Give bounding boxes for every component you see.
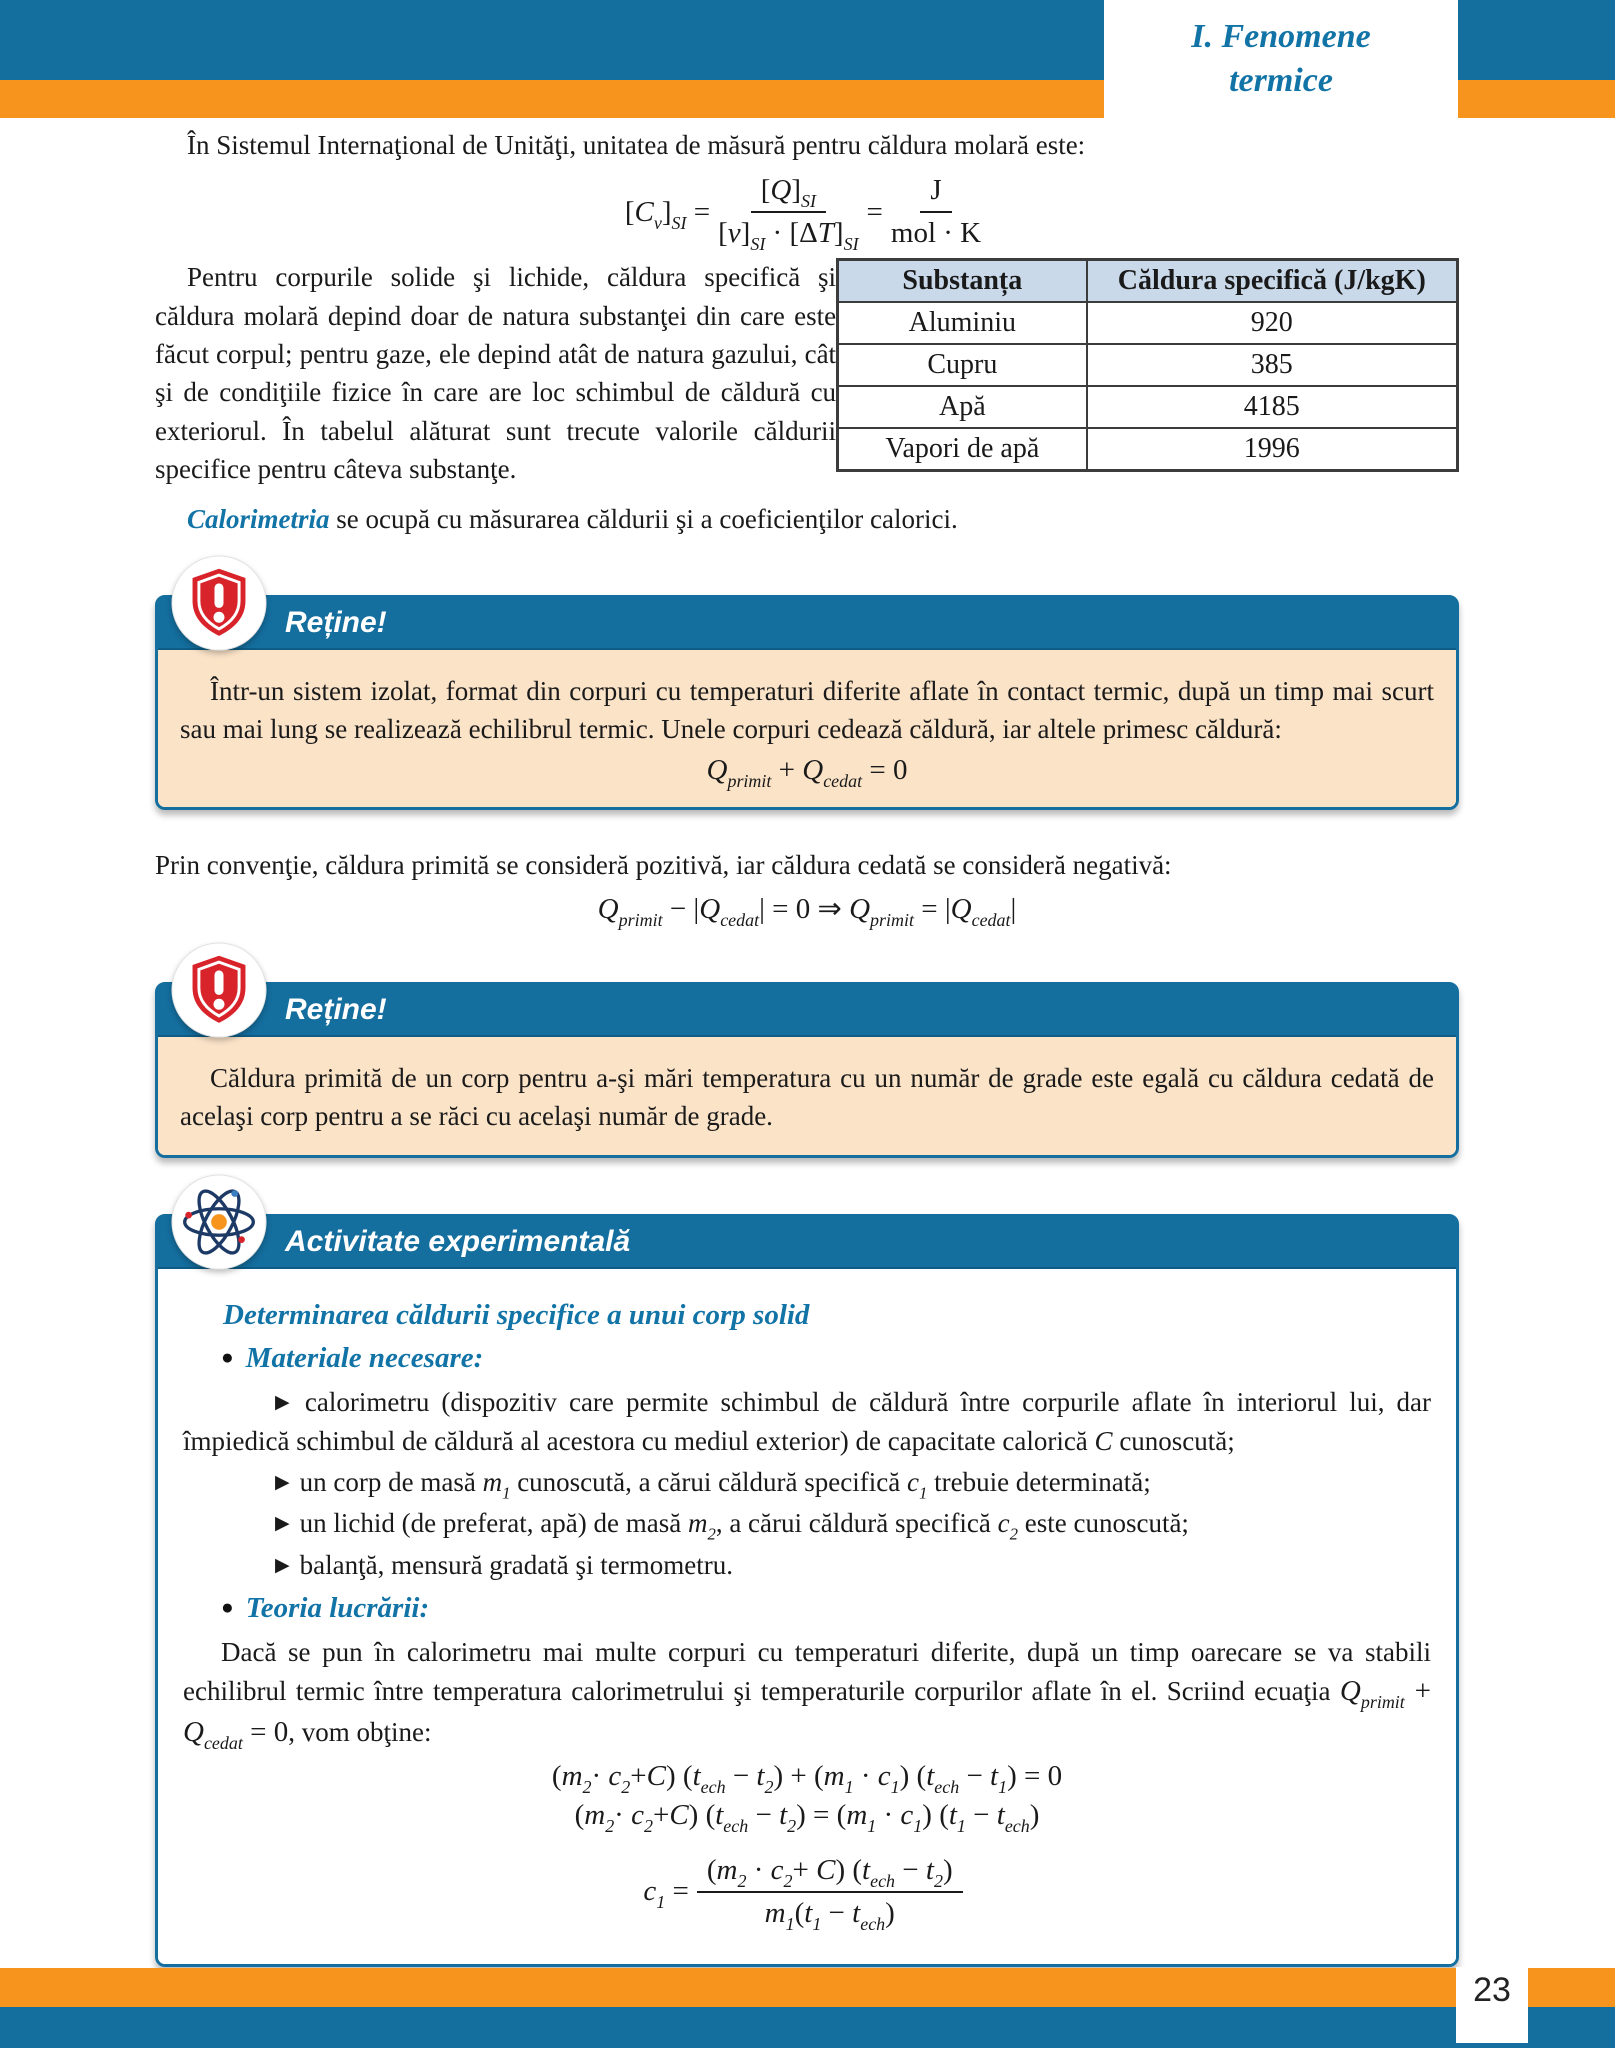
warning-shield-icon	[170, 554, 268, 652]
page-number: 23	[1473, 1971, 1511, 2009]
triangle-bullet-icon: ▶	[275, 1471, 290, 1493]
c1-lhs: $c_1$ =	[643, 1875, 689, 1913]
materials-label: Materiale necesare:	[245, 1342, 484, 1375]
theory-text-pre: Dacă se pun în calorimetru mai multe corpuri cu temperaturi diferite, după un timp oarecare se va stabili echilibrul termic între temperatura calorimetrului şi temperaturile corpurilor aflate în el. Scriind ecuaţia	[183, 1636, 1431, 1707]
unit-fraction	[891, 174, 981, 250]
c1-result-formula	[183, 1853, 1431, 1934]
retine2-text: Căldura primită de un corp pentru a-şi mări temperatura cu un număr de grade este egală cu căldura cedată de acelaşi corp pentru a se răci cu acelaşi număr de grade.	[180, 1062, 1434, 1131]
warning-shield-icon	[170, 941, 268, 1039]
footer-blue-band	[0, 2007, 1615, 2048]
activity-subtitle: Determinarea căldurii specifice a unui corp solid	[223, 1299, 810, 1332]
formula-lhs: $[C_v]_{SI}$ =	[624, 195, 711, 233]
material-item-text: calorimetru (dispozitiv care permite schimbul de căldură între corpurile aflate în interiorul lui, dar împiedică schimbul de căldură al acestora cu mediul exterior) de capacitate calorică C cunoscută;	[183, 1387, 1431, 1456]
theory-heading	[221, 1592, 1431, 1625]
table-cell-value: 920	[1087, 302, 1458, 344]
materials-heading	[221, 1342, 1431, 1375]
material-item-text: balanţă, mensură gradată şi termometru.	[299, 1549, 733, 1580]
bullet-icon: ●	[221, 1594, 234, 1619]
table-cell-substance: Aluminiu	[838, 302, 1087, 344]
equation-line-1: $(m_2\cdot c_2+C) (t_{ech} - t_2) + (m_1 \cdot c_1) (t_{ech} - t_1) = 0$	[551, 1759, 1063, 1797]
table-row	[838, 344, 1458, 386]
callout-body	[158, 1037, 1456, 1156]
page-number-box	[1456, 1967, 1528, 2043]
calorimetry-term: Calorimetria	[187, 504, 330, 535]
retine-callout-2	[155, 982, 1459, 1159]
callout-title: Reține!	[285, 992, 387, 1026]
c1-denominator: $m_1(t_1 - t_{ech})$	[764, 1896, 895, 1934]
c1-numerator: $(m_2 \cdot c_2+ C) (t_{ech} - t_2)$	[697, 1854, 963, 1893]
material-item	[183, 1383, 1431, 1460]
calorimetry-paragraph	[155, 500, 1459, 538]
activity-callout	[155, 1214, 1459, 1966]
triangle-bullet-icon: ▶	[275, 1554, 290, 1576]
triangle-bullet-icon: ▶	[275, 1392, 295, 1414]
table-cell-value: 1996	[1087, 428, 1458, 471]
calorimetry-rest: se ocupă cu măsurarea căldurii şi a coeficienţilor calorici.	[329, 504, 958, 535]
chapter-title-line1: I. Fenomene	[1191, 17, 1371, 55]
retine-callout-1	[155, 595, 1459, 811]
callout-header	[158, 598, 1456, 650]
material-item	[183, 1504, 1431, 1542]
material-item-text: un lichid (de preferat, apă) de masă $m_2$, a cărui căldură specifică $c_2$ este cunoscută;	[299, 1508, 1189, 1544]
q-convention-formula: $Q_{primit} - |Q_{cedat}| = 0$ ⇒ $Q_{primit} = |Q_{cedat}|$	[597, 892, 1017, 930]
footer-orange-band	[0, 1968, 1615, 2007]
specific-heat-table	[836, 258, 1459, 472]
triangle-bullet-icon: ▶	[275, 1513, 290, 1535]
table-cell-value: 4185	[1087, 386, 1458, 428]
callout-header	[158, 1217, 1456, 1269]
atom-icon	[170, 1173, 268, 1271]
table-header-row	[838, 260, 1458, 303]
theory-text-post: , vom obţine:	[288, 1717, 432, 1748]
formula-equals: =	[866, 195, 883, 228]
table-cell-substance: Cupru	[838, 344, 1087, 386]
table-header-value: Căldura specifică (J/kgK)	[1087, 260, 1458, 303]
callout-title: Activitate experimentală	[285, 1225, 631, 1259]
molar-heat-unit-formula	[155, 174, 1459, 255]
paragraph-and-table-block	[155, 258, 1459, 488]
table-header-substance: Substanța	[838, 260, 1087, 303]
intro-paragraph: În Sistemul Internaţional de Unităţi, unitatea de măsură pentru căldura molară este:	[187, 130, 1086, 160]
callout-header	[158, 985, 1456, 1037]
theory-paragraph	[183, 1633, 1431, 1754]
material-item-text: un corp de masă $m_1$ cunoscută, a cărui căldură specifică $c_1$ trebuie determinată;	[299, 1466, 1151, 1503]
activity-body	[158, 1269, 1456, 1963]
equation-line-2: $(m_2\cdot c_2+C) (t_{ech} - t_2) = (m_1 \cdot c_1) (t_1 - t_{ech})$	[574, 1798, 1040, 1836]
table-cell-substance: Apă	[838, 386, 1087, 428]
convention-paragraph: Prin convenţie, căldura primită se consideră pozitivă, iar căldura cedată se consideră negativă:	[155, 850, 1172, 881]
inline-q-formula: $Q_{primit} + Q_{cedat} = 0$	[183, 1675, 1432, 1754]
q-balance-formula: $Q_{primit} + Q_{cedat} = 0$	[706, 754, 908, 792]
table-row	[838, 428, 1458, 471]
retine1-text: Într-un sistem izolat, format din corpuri cu temperaturi diferite aflate în contact termic, după un timp mai scurt sau mai lung se realizează echilibrul termic. Unele corpuri cedează căldură, iar altele primesc căldură:	[180, 675, 1434, 744]
chapter-title-box	[1104, 0, 1458, 118]
table-cell-substance: Vapori de apă	[838, 428, 1087, 471]
material-item	[183, 1546, 1431, 1584]
chapter-title-line2: termice	[1229, 62, 1333, 99]
bullet-icon: ●	[221, 1345, 234, 1370]
theory-label: Teoria lucrării:	[245, 1591, 430, 1624]
fraction-numerator: $[Q]_{SI}$	[751, 174, 826, 213]
callout-body	[158, 650, 1456, 808]
page-content	[155, 126, 1459, 1967]
c1-fraction	[697, 1853, 963, 1934]
table-row	[838, 302, 1458, 344]
material-item	[183, 1463, 1431, 1501]
unit-numerator: J	[920, 174, 951, 213]
unit-denominator: mol · K	[890, 217, 982, 250]
callout-title: Reține!	[285, 605, 387, 639]
table-cell-value: 385	[1087, 344, 1458, 386]
formula-fraction	[718, 174, 859, 255]
fraction-denominator: $[v]_{SI} \cdot [\Delta T]_{SI}$	[718, 217, 859, 255]
table-row	[838, 386, 1458, 428]
specific-heat-paragraph: Pentru corpurile solide şi lichide, căldura specifică şi căldura molară depind doar de natura substanţei din care este făcut corpul; pentru gaze, ele depind atât de natura gazului, cât şi de condiţiile fizice în care are loc schimbul de căldură cu exteriorul. În tabelul alăturat sunt trecute valorile căldurii specifice pentru câteva substanţe.	[155, 262, 837, 484]
